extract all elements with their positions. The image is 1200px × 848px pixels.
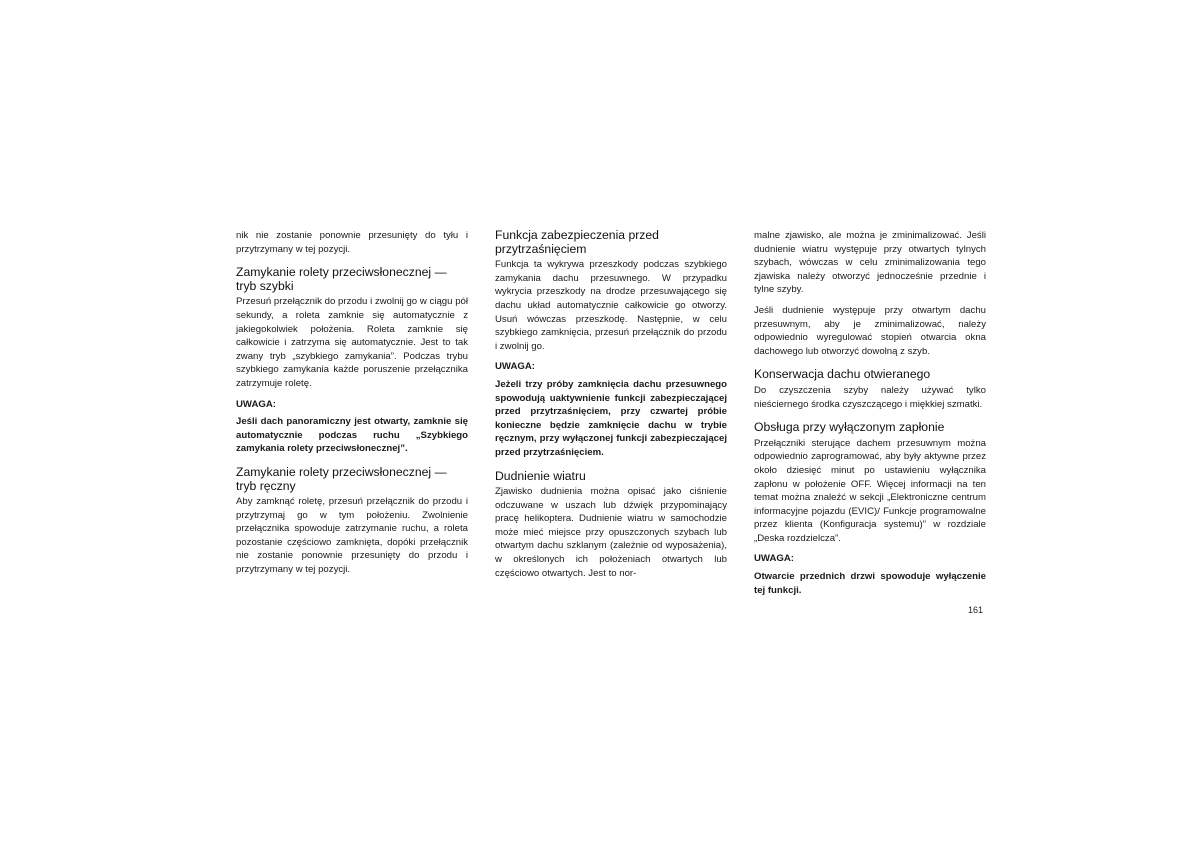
- heading-manual-mode: Zamykanie rolety przeciwsłonecznej — tryb ręczny: [236, 464, 447, 493]
- paragraph-wind-buffeting: Zjawisko dudnienia można opisać jako ciśnienie odczuwane w uszach lub dźwięk przypominający pracę helikoptera. Dudnienie wiatru w samochodzie może mieć miejsce przy opuszczonych szybach lub otwartym dachu szklanym (zależnie od wyposażenia), w określonych ich położeniach otwartych lub częściowo otwartych. Jest to nor-: [495, 486, 727, 579]
- paragraph-pinch-protection: Funkcja ta wykrywa przeszkody podczas szybkiego zamykania dachu przesuwnego. W przypadku wykrycia przeszkody na drodze przesuwającego się dachu układ automatycznie całkowicie go otworzy. Usuń wówczas przeszkodę. Następnie, w celu szybkiego zamknięcia, przesuń przełącznik do przodu i zwolnij go.: [495, 259, 727, 352]
- column-right: [754, 229, 986, 604]
- paragraph-maintenance: Do czyszczenia szyby należy używać tylko nieściernego środka czyszczącego i miękkiej szmatki.: [754, 384, 986, 410]
- heading-maintenance: Konserwacja dachu otwieranego: [754, 367, 931, 382]
- heading-pinch-protection: Funkcja zabezpieczenia przed przytrzaśnięciem: [495, 228, 659, 256]
- heading-fast-mode: Zamykanie rolety przeciwsłonecznej — tryb szybki: [236, 265, 447, 293]
- column-middle: [495, 229, 727, 587]
- paragraph-manual-mode: Aby zamknąć roletę, przesuń przełącznik do przodu i przytrzymaj go w tym położeniu. Zwolnienie przełącznika spowoduje zatrzymanie ruchu, a roleta pozostanie częściowo zamknięta, dopóki przełącznik nie zostanie ponownie przesunięty do przodu i przytrzymany w tej pozycji.: [236, 496, 468, 576]
- note-text: Jeżeli trzy próby zamknięcia dachu przesuwnego spowodują uaktywnienie funkcji zabezpieczającej przed przytrzaśnięciem, przy czwartej próbie konieczne będzie zamknięcie dachu w trybie ręcznym, przy wyłączonej funkcji zabezpieczającej przed przytrzaśnięciem.: [495, 378, 727, 458]
- paragraph-buffeting-roof: Jeśli dudnienie występuje przy otwartym dachu przesuwnym, aby je zminimalizować, należy odpowiednio wyregulować stopień otwarcia okna dachowego lub otworzyć dowolną z szyb.: [754, 304, 986, 357]
- paragraph-continued: nik nie zostanie ponownie przesunięty do tyłu i przytrzymany w tej pozycji.: [236, 230, 468, 255]
- page-number: 161: [968, 605, 984, 615]
- note-label: UWAGA:: [495, 361, 535, 373]
- note-label: UWAGA:: [754, 553, 794, 565]
- note-label: UWAGA:: [236, 398, 276, 410]
- column-left: [236, 229, 468, 584]
- paragraph-fast-mode: Przesuń przełącznik do przodu i zwolnij go w ciągu pół sekundy, a roleta zamknie się automatycznie z jakiegokolwiek położenia. Roleta zamknie się całkowicie i zatrzyma się automatycznie. Jest to tak zwany tryb „szybkiego zamykania”. Podczas trybu szybkiego zamykania każde poruszenie przełącznika zatrzymuje roletę.: [236, 296, 468, 389]
- heading-ignition-off: Obsługa przy wyłączonym zapłonie: [754, 420, 945, 435]
- note-text: Jeśli dach panoramiczny jest otwarty, zamknie się automatycznie podczas ruchu „Szybkiego zamykania rolety przeciwsłonecznej”.: [236, 416, 468, 455]
- note-text: Otwarcie przednich drzwi spowoduje wyłączenie tej funkcji.: [754, 571, 986, 596]
- heading-wind-buffeting: Dudnienie wiatru: [495, 468, 586, 483]
- paragraph-buffeting-continued: malne zjawisko, ale można je zminimalizować. Jeśli dudnienie wiatru występuje przy otwartych tylnych szybach, wówczas w celu zminimalizowania tego zjawiska należy otworzyć jednocześnie przednie i tylne szyby.: [754, 230, 986, 296]
- paragraph-ignition-off: Przełączniki sterujące dachem przesuwnym można odpowiednio zaprogramować, aby były aktywne przez około dziesięć minut po ustawieniu wyłącznika zapłonu w położenie OFF. Więcej informacji na ten temat można znaleźć w sekcji „Elektroniczne centrum informacyjne pojazdu (EVIC)/ Funkcje programowalne przez klienta (Konfiguracja systemu)” w rozdziale „Deska rozdzielcza”.: [754, 437, 986, 544]
